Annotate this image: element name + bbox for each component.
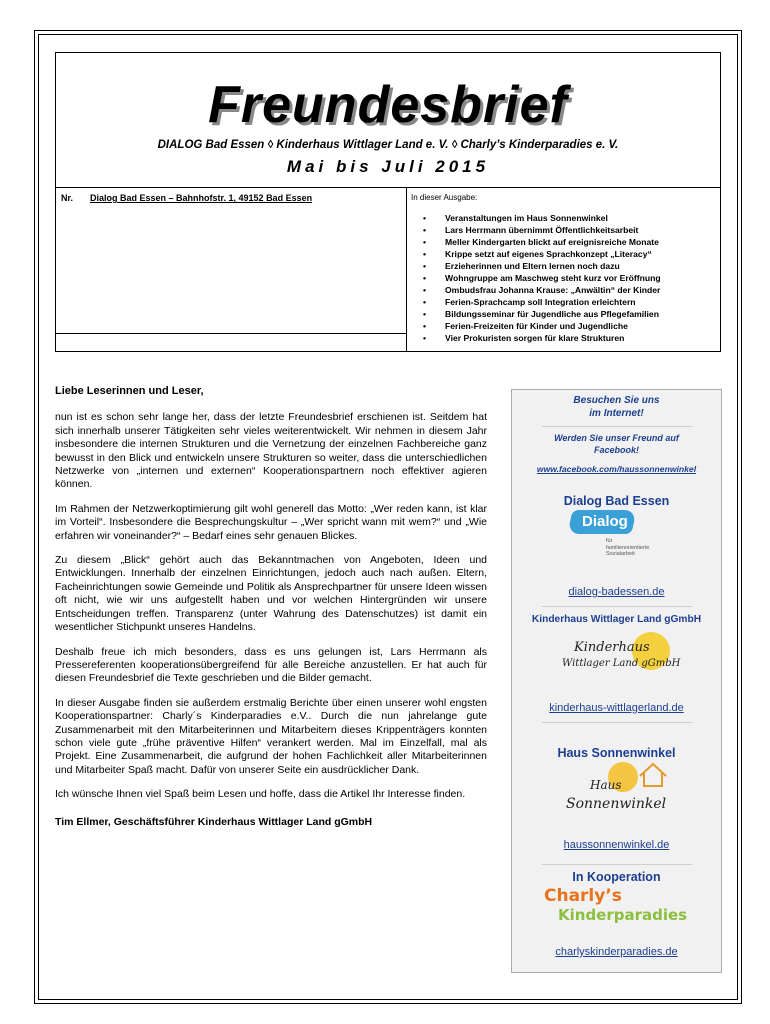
- sonnenwinkel-logo-line-1: Haus: [590, 778, 622, 792]
- kinderhaus-logo-line-1: Kinderhaus: [574, 640, 650, 655]
- newsletter-title: Freundesbrief: [208, 76, 568, 134]
- sidebar-separator: [542, 722, 692, 723]
- kinderhaus-logo-line-2: Wittlager Land gGmbH: [562, 658, 681, 669]
- sidebar-separator: [542, 606, 692, 607]
- header-column-divider: [406, 187, 407, 351]
- letter-paragraph: Ich wünsche Ihnen viel Spaß beim Lesen und hoffe, dass die Artikel Ihr Interesse finden.: [55, 788, 466, 801]
- issue-number-label: Nr.: [61, 193, 74, 203]
- toc-item: • Wohngruppe am Maschweg steht kurz vor Eröffnung: [411, 272, 661, 284]
- sonnenwinkel-logo-line-2: Sonnenwinkel: [566, 796, 667, 812]
- toc-item: • Vier Prokuristen sorgen für klare Strukturen: [411, 332, 661, 344]
- charly-link[interactable]: charlyskinderparadies.de: [555, 946, 678, 958]
- dialog-link[interactable]: dialog-badessen.de: [568, 586, 665, 598]
- kinderhaus-link[interactable]: kinderhaus-wittlagerland.de: [549, 702, 684, 714]
- kooperation-title: In Kooperation: [572, 870, 661, 884]
- house-icon: [638, 762, 668, 788]
- friend-line-2: Facebook!: [593, 445, 639, 455]
- kinderhaus-logo[interactable]: [562, 630, 681, 686]
- toc-item: • Ombudsfrau Johanna Krause: „Anwältin“ der Kinder: [411, 284, 661, 296]
- toc-item: • Lars Herrmann übernimmt Öffentlichkeitsarbeit: [411, 224, 661, 236]
- sonnenwinkel-logo[interactable]: [560, 762, 676, 822]
- sidebar-separator: [542, 426, 692, 427]
- visit-line-2: im Internet!: [589, 408, 644, 419]
- visit-line-1: Besuchen Sie uns: [573, 395, 660, 406]
- toc-item: • Erzieherinnen und Eltern lernen noch dazu: [411, 260, 661, 272]
- header-left-divider: [56, 333, 406, 334]
- toc-item: • Veranstaltungen im Haus Sonnenwinkel: [411, 212, 661, 224]
- letter-signature: Tim Ellmer, Geschäftsführer Kinderhaus Wittlager Land gGmbH: [55, 815, 373, 828]
- toc-item: • Bildungsseminar für Jugendliche aus Pflegefamilien: [411, 308, 661, 320]
- letter-greeting: Liebe Leserinnen und Leser,: [55, 385, 204, 397]
- toc-item: • Ferien-Freizeiten für Kinder und Jugendliche: [411, 320, 661, 332]
- letter-paragraph: nun ist es schon sehr lange her, dass der letzte Freundesbrief erschienen ist. Seitdem hat sich innerhalb unserer Tätigkeiten sehr vieles weiterentwickelt. Wir nehmen in diesem Jahr insbesondere die internen Strukturen und die Vernetzung der einzelnen Fachbereiche ganz bewusst in den Blick und entwickeln unsere Strukturen so weiter, dass die unterschiedlichen Netzwerke von „internen und externen“ Kooperationspartnern noch effektiver agieren können.: [55, 411, 487, 491]
- dialog-logo-text: Dialog: [582, 513, 628, 530]
- sonnenwinkel-title: Haus Sonnenwinkel: [557, 746, 676, 760]
- header-divider: [56, 187, 720, 188]
- friend-line-1: Werden Sie unser Freund auf: [554, 433, 679, 443]
- dialog-logo-sub-2: familienorientierte: [606, 544, 650, 551]
- dialog-logo-sub-1: für: [606, 538, 613, 544]
- letter-paragraph: Deshalb freue ich mich besonders, dass es uns gelungen ist, Lars Herrmann als Pressereferenten kooperationsübergreifend für alle Bereiche anzustellen. Er hat auch für diesen Freundesbrief die Texte geschrieben und die Bilder gemacht.: [55, 645, 487, 685]
- facebook-invite-text: [512, 432, 721, 456]
- letter-paragraph: Zu diesem „Blick“ gehört auch das Bekanntmachen von Angeboten, Ideen und Entwicklungen. Innerhalb der einzelnen Einrichtungen, jedoch auch nach außen. Eltern, Facheinrichtungen sowie Gemeinde und Politik als Ansprechpartner für unsere Ideen wissen oft nicht, wie wir uns aufgestellt haben und vor welchen Hintergründen wir unsere Entscheidungen treffen. Transparenz (unter Wahrung des Datenschutzes) ist damit ein wesentlicher Stichpunkt unseres Handelns.: [55, 554, 487, 634]
- newsletter-header: [55, 52, 721, 352]
- toc-item: • Krippe setzt auf eigenes Sprachkonzept „Literacy“: [411, 248, 661, 260]
- charly-logo-line-2: Kinderparadies: [558, 906, 688, 924]
- sidebar-separator: [542, 864, 692, 865]
- dialog-logo[interactable]: [570, 510, 670, 566]
- organizations-line: DIALOG Bad Essen ◊ Kinderhaus Wittlager Land e. V. ◊ Charly’s Kinderparadies e. V.: [157, 139, 619, 151]
- toc-item: • Meller Kindergarten blickt auf ereignisreiche Monate: [411, 236, 661, 248]
- issue-dates: Mai bis Juli 2015: [286, 157, 490, 176]
- kinderhaus-title: Kinderhaus Wittlager Land gGmbH: [531, 614, 702, 625]
- charly-logo-line-1: Charly’s: [544, 886, 622, 906]
- charly-logo[interactable]: [540, 886, 692, 934]
- facebook-link[interactable]: www.facebook.com/haussonnenwinkel: [536, 464, 697, 474]
- publisher-address: Dialog Bad Essen – Bahnhofstr. 1, 49152 Bad Essen: [90, 193, 313, 203]
- sonnenwinkel-link[interactable]: haussonnenwinkel.de: [563, 839, 670, 851]
- editorial-letter: [55, 385, 487, 840]
- table-of-contents: [411, 212, 661, 344]
- letter-paragraph: In dieser Ausgabe finden sie außerdem erstmalig Berichte über einen unserer wohl engsten Kooperationspartner: Charly´s Kinderparadies e.V.. Durch die nun jahrelange gute Zusammenarbeit mit den Mitarbeiterinnen und Mitarbeitern dieses Krippenträgers konnten schon viele gute „frühe präventive Hilfen“ verankert werden. Mal im Einzelfall, mal als Projekt. Eine Zusammenarbeit, die aufgrund der hohen Fachlichkeit aller Mitarbeiterinnen und Mitarbeiter Spaß macht. Dafür von unserer Seite ein ausdrücklicher Dank.: [55, 696, 487, 776]
- toc-item: • Ferien-Sprachcamp soll Integration erleichtern: [411, 296, 661, 308]
- in-issue-label: In dieser Ausgabe:: [411, 193, 478, 202]
- links-sidebar: [511, 389, 722, 973]
- dialog-title: Dialog Bad Essen: [563, 494, 670, 508]
- dialog-logo-subtitle: [606, 538, 649, 558]
- visit-us-text: [512, 394, 721, 420]
- dialog-logo-sub-3: Sozialarbeit: [606, 551, 635, 557]
- letter-paragraph: Im Rahmen der Netzwerkoptimierung gilt wohl generell das Motto: „Wer reden kann, ist klar im Vorteil“. Insbesondere die Besprechungskultur – „Wer spricht wann mit wem?“ und „Wie erfahren wir voneinander?“ – Bedarf eines sehr genauen Blickes.: [55, 502, 487, 542]
